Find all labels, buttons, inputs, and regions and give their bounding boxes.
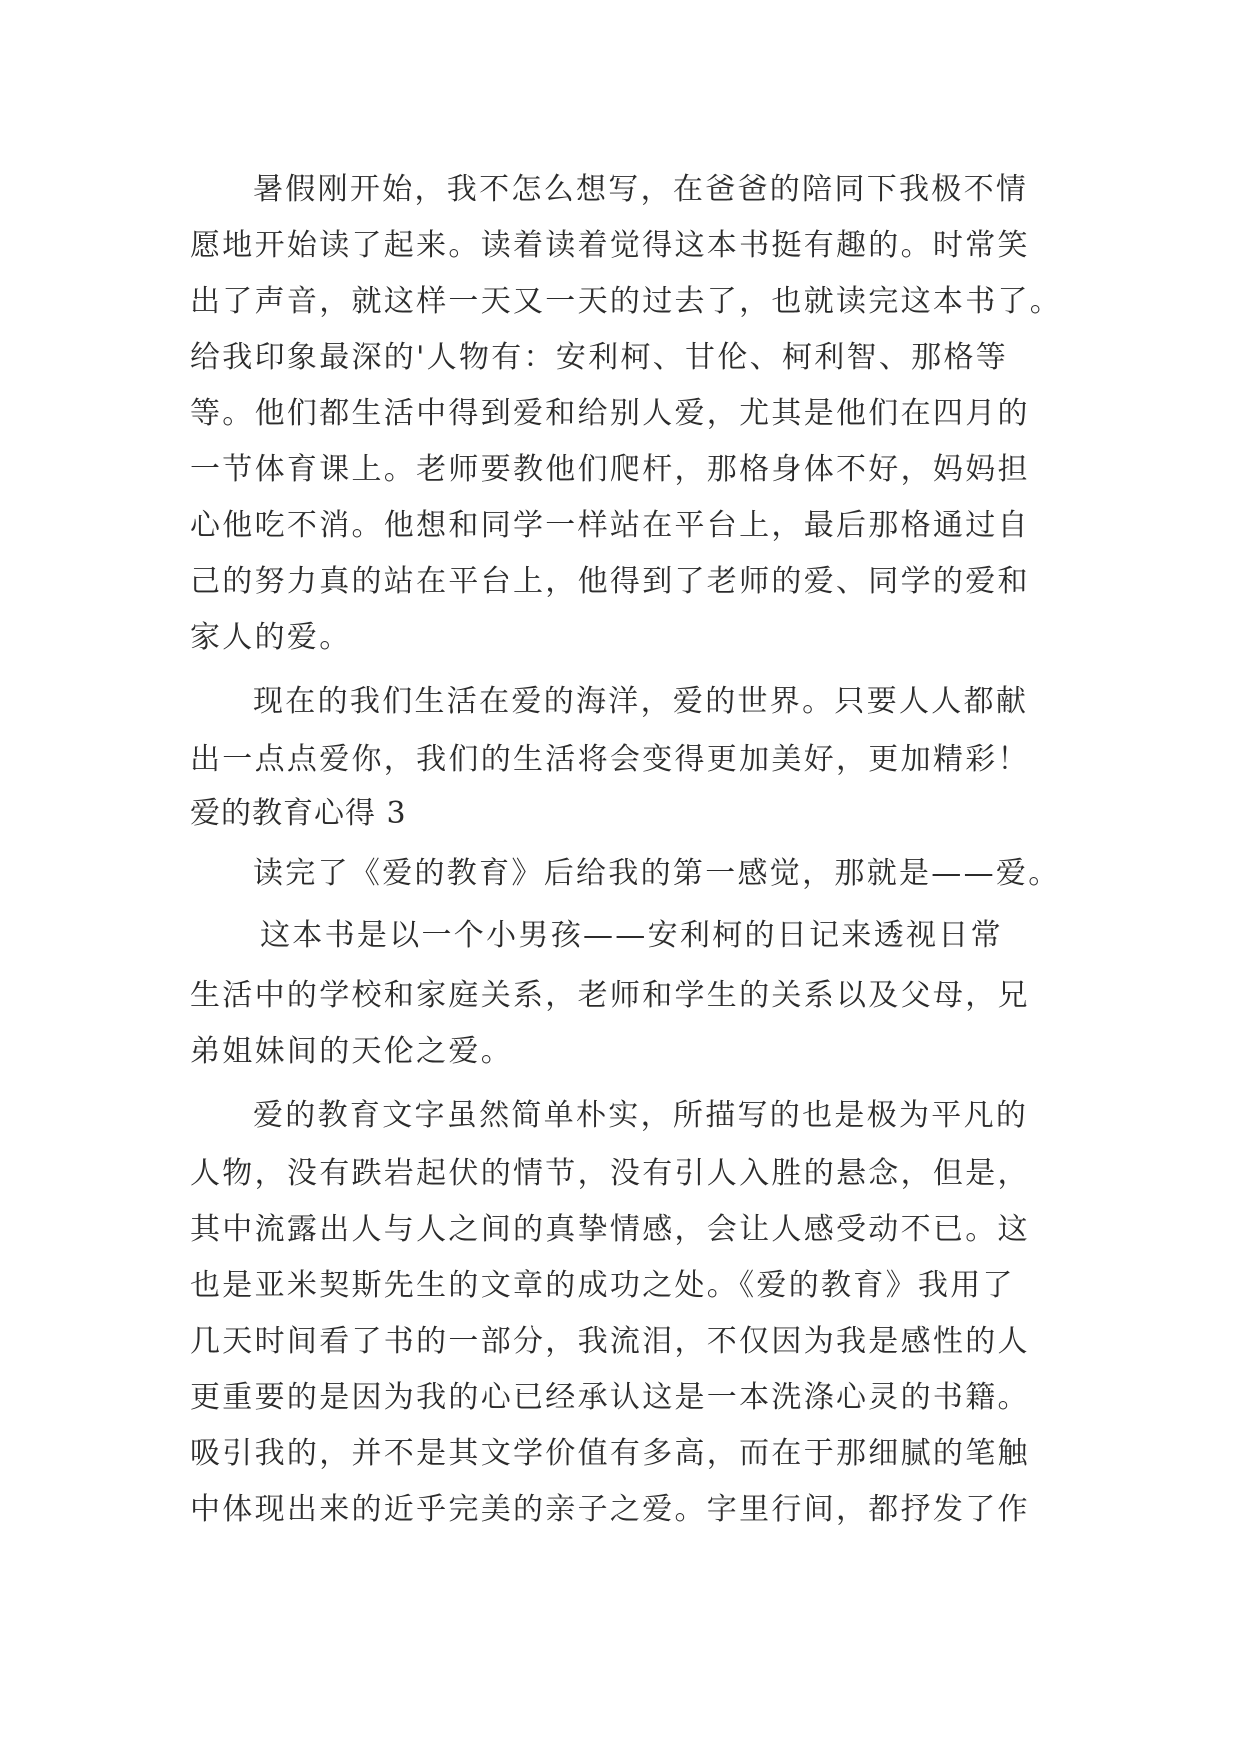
text-line-9: 家人的爱。 <box>190 620 352 655</box>
text-line-18: 人物，没有跌岩起伏的情节，没有引人入胜的悬念，但是， <box>190 1156 1030 1191</box>
text-line-21: 几天时间看了书的一部分，我流泪，不仅因为我是感性的人 <box>190 1324 1030 1359</box>
text-line-11: 出一点点爱你，我们的生活将会变得更加美好，更加精彩！ <box>190 742 1030 777</box>
text-line-14: 这本书是以一个小男孩——安利柯的日记来透视日常 <box>260 918 1003 953</box>
text-line-10: 现在的我们生活在爱的海洋，爱的世界。只要人人都献 <box>253 684 1029 719</box>
text-line-13: 读完了《爱的教育》后给我的第一感觉，那就是——爱。 <box>253 856 1061 891</box>
text-line-7: 心他吃不消。他想和同学一样站在平台上，最后那格通过自 <box>190 508 1030 543</box>
text-line-15: 生活中的学校和家庭关系，老师和学生的关系以及父母，兄 <box>190 978 1030 1013</box>
text-line-3: 出了声音，就这样一天又一天的过去了，也就读完这本书了。 <box>190 284 1063 319</box>
text-line-19: 其中流露出人与人之间的真挚情感，会让人感受动不已。这 <box>190 1212 1030 1247</box>
text-line-2: 愿地开始读了起来。读着读着觉得这本书挺有趣的。时常笑 <box>190 228 1030 263</box>
text-line-16: 弟姐妹间的天伦之爱。 <box>190 1034 513 1069</box>
text-line-5: 等。他们都生活中得到爱和给别人爱，尤其是他们在四月的 <box>190 396 1030 431</box>
text-line-4: 给我印象最深的'人物有：安利柯、甘伦、柯利智、那格等 <box>190 340 1009 375</box>
text-line-1: 暑假刚开始，我不怎么想写，在爸爸的陪同下我极不情 <box>253 172 1029 207</box>
text-line-17: 爱的教育文字虽然简单朴实，所描写的也是极为平凡的 <box>253 1098 1029 1133</box>
text-line-8: 己的努力真的站在平台上，他得到了老师的爱、同学的爱和 <box>190 564 1030 599</box>
text-line-22: 更重要的是因为我的心已经承认这是一本洗涤心灵的书籍。 <box>190 1380 1030 1415</box>
section-heading: 爱的教育心得 3 <box>190 796 407 831</box>
text-line-6: 一节体育课上。老师要教他们爬杆，那格身体不好，妈妈担 <box>190 452 1030 487</box>
text-line-20: 也是亚米契斯先生的文章的成功之处。《爱的教育》我用了 <box>190 1268 1015 1303</box>
text-line-23: 吸引我的，并不是其文学价值有多高，而在于那细腻的笔触 <box>190 1436 1030 1471</box>
text-line-24: 中体现出来的近乎完美的亲子之爱。字里行间，都抒发了作 <box>190 1492 1030 1527</box>
